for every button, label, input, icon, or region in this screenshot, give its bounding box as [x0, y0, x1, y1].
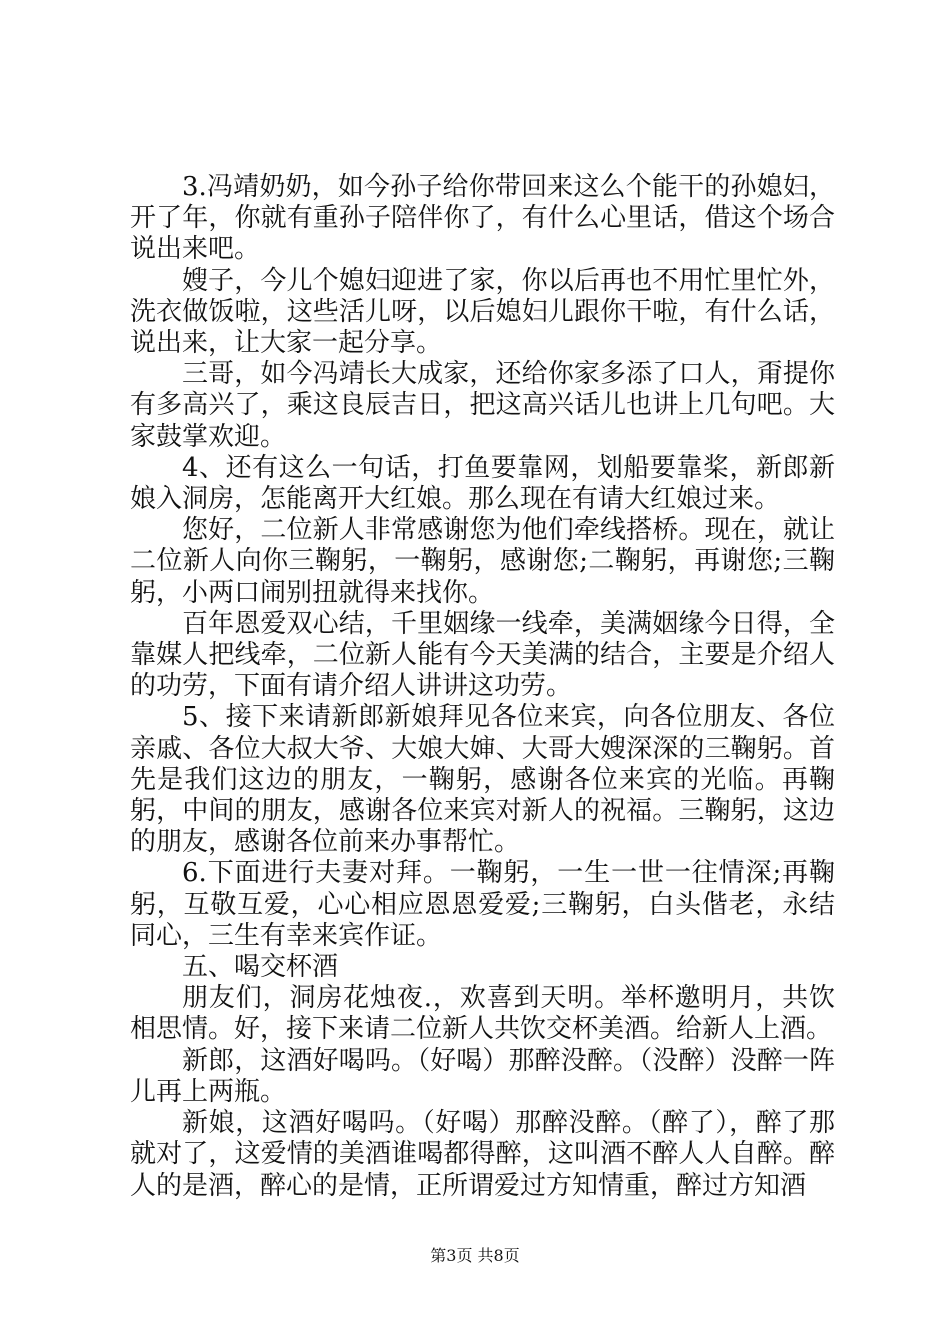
paragraph: 3.冯靖奶奶，如今孙子给你带回来这么个能干的孙媳妇，开了年，你就有重孙子陪伴你了，有什么心里话，借这个场合说出来吧。: [130, 172, 835, 265]
paragraph: 新郎，这酒好喝吗。（好喝）那醉没醉。（没醉）没醉一阵儿再上两瓶。: [130, 1045, 835, 1107]
document-body: [130, 172, 835, 1202]
paragraph: 4、还有这么一句话，打鱼要靠网，划船要靠桨，新郎新娘入洞房，怎能离开大红娘。那么现在有请大红娘过来。: [130, 452, 835, 515]
paragraph: 您好，二位新人非常感谢您为他们牵线搭桥。现在，就让二位新人向你三鞠躬，一鞠躬，感谢您;二鞠躬，再谢您;三鞠躬，小两口闹别扭就得来找你。: [130, 515, 835, 608]
paragraph: 新娘，这酒好喝吗。（好喝）那醉没醉。（醉了），醉了那就对了，这爱情的美酒谁喝都得醉，这叫酒不醉人人自醉。醉人的是酒，醉心的是情，正所谓爱过方知情重，醉过方知酒: [130, 1108, 835, 1201]
paragraph: 朋友们，洞房花烛夜.，欢喜到天明。举杯邀明月，共饮相思情。好，接下来请二位新人共饮交杯美酒。给新人上酒。: [130, 983, 835, 1045]
paragraph: 5、接下来请新郎新娘拜见各位来宾，向各位朋友、各位亲戚、各位大叔大爷、大娘大婶、大哥大嫂深深的三鞠躬。首先是我们这边的朋友，一鞠躬，感谢各位来宾的光临。再鞠躬，中间的朋友，感谢各位来宾对新人的祝福。三鞠躬，这边的朋友，感谢各位前来办事帮忙。: [130, 702, 835, 858]
section-heading: 五、喝交杯酒: [182, 952, 339, 983]
paragraph: 6.下面进行夫妻对拜。一鞠躬，一生一世一往情深;再鞠躬，互敬互爱，心心相应恩恩爱爱;三鞠躬，白头偕老，永结同心，三生有幸来宾作证。: [130, 858, 835, 951]
paragraph: 三哥，如今冯靖长大成家，还给你家多添了口人，甭提你有多高兴了，乘这良辰吉日，把这高兴话儿也讲上几句吧。大家鼓掌欢迎。: [130, 359, 835, 452]
page-number-footer: 第3页 共8页: [430, 1246, 520, 1265]
paragraph: 嫂子，今儿个媳妇迎进了家，你以后再也不用忙里忙外，洗衣做饭啦，这些活儿呀，以后媳妇儿跟你干啦，有什么话，说出来，让大家一起分享。: [130, 265, 835, 359]
paragraph: 百年恩爱双心结，千里姻缘一线牵，美满姻缘今日得，全靠媒人把线牵，二位新人能有今天美满的结合，主要是介绍人的功劳，下面有请介绍人讲讲这功劳。: [130, 608, 835, 702]
